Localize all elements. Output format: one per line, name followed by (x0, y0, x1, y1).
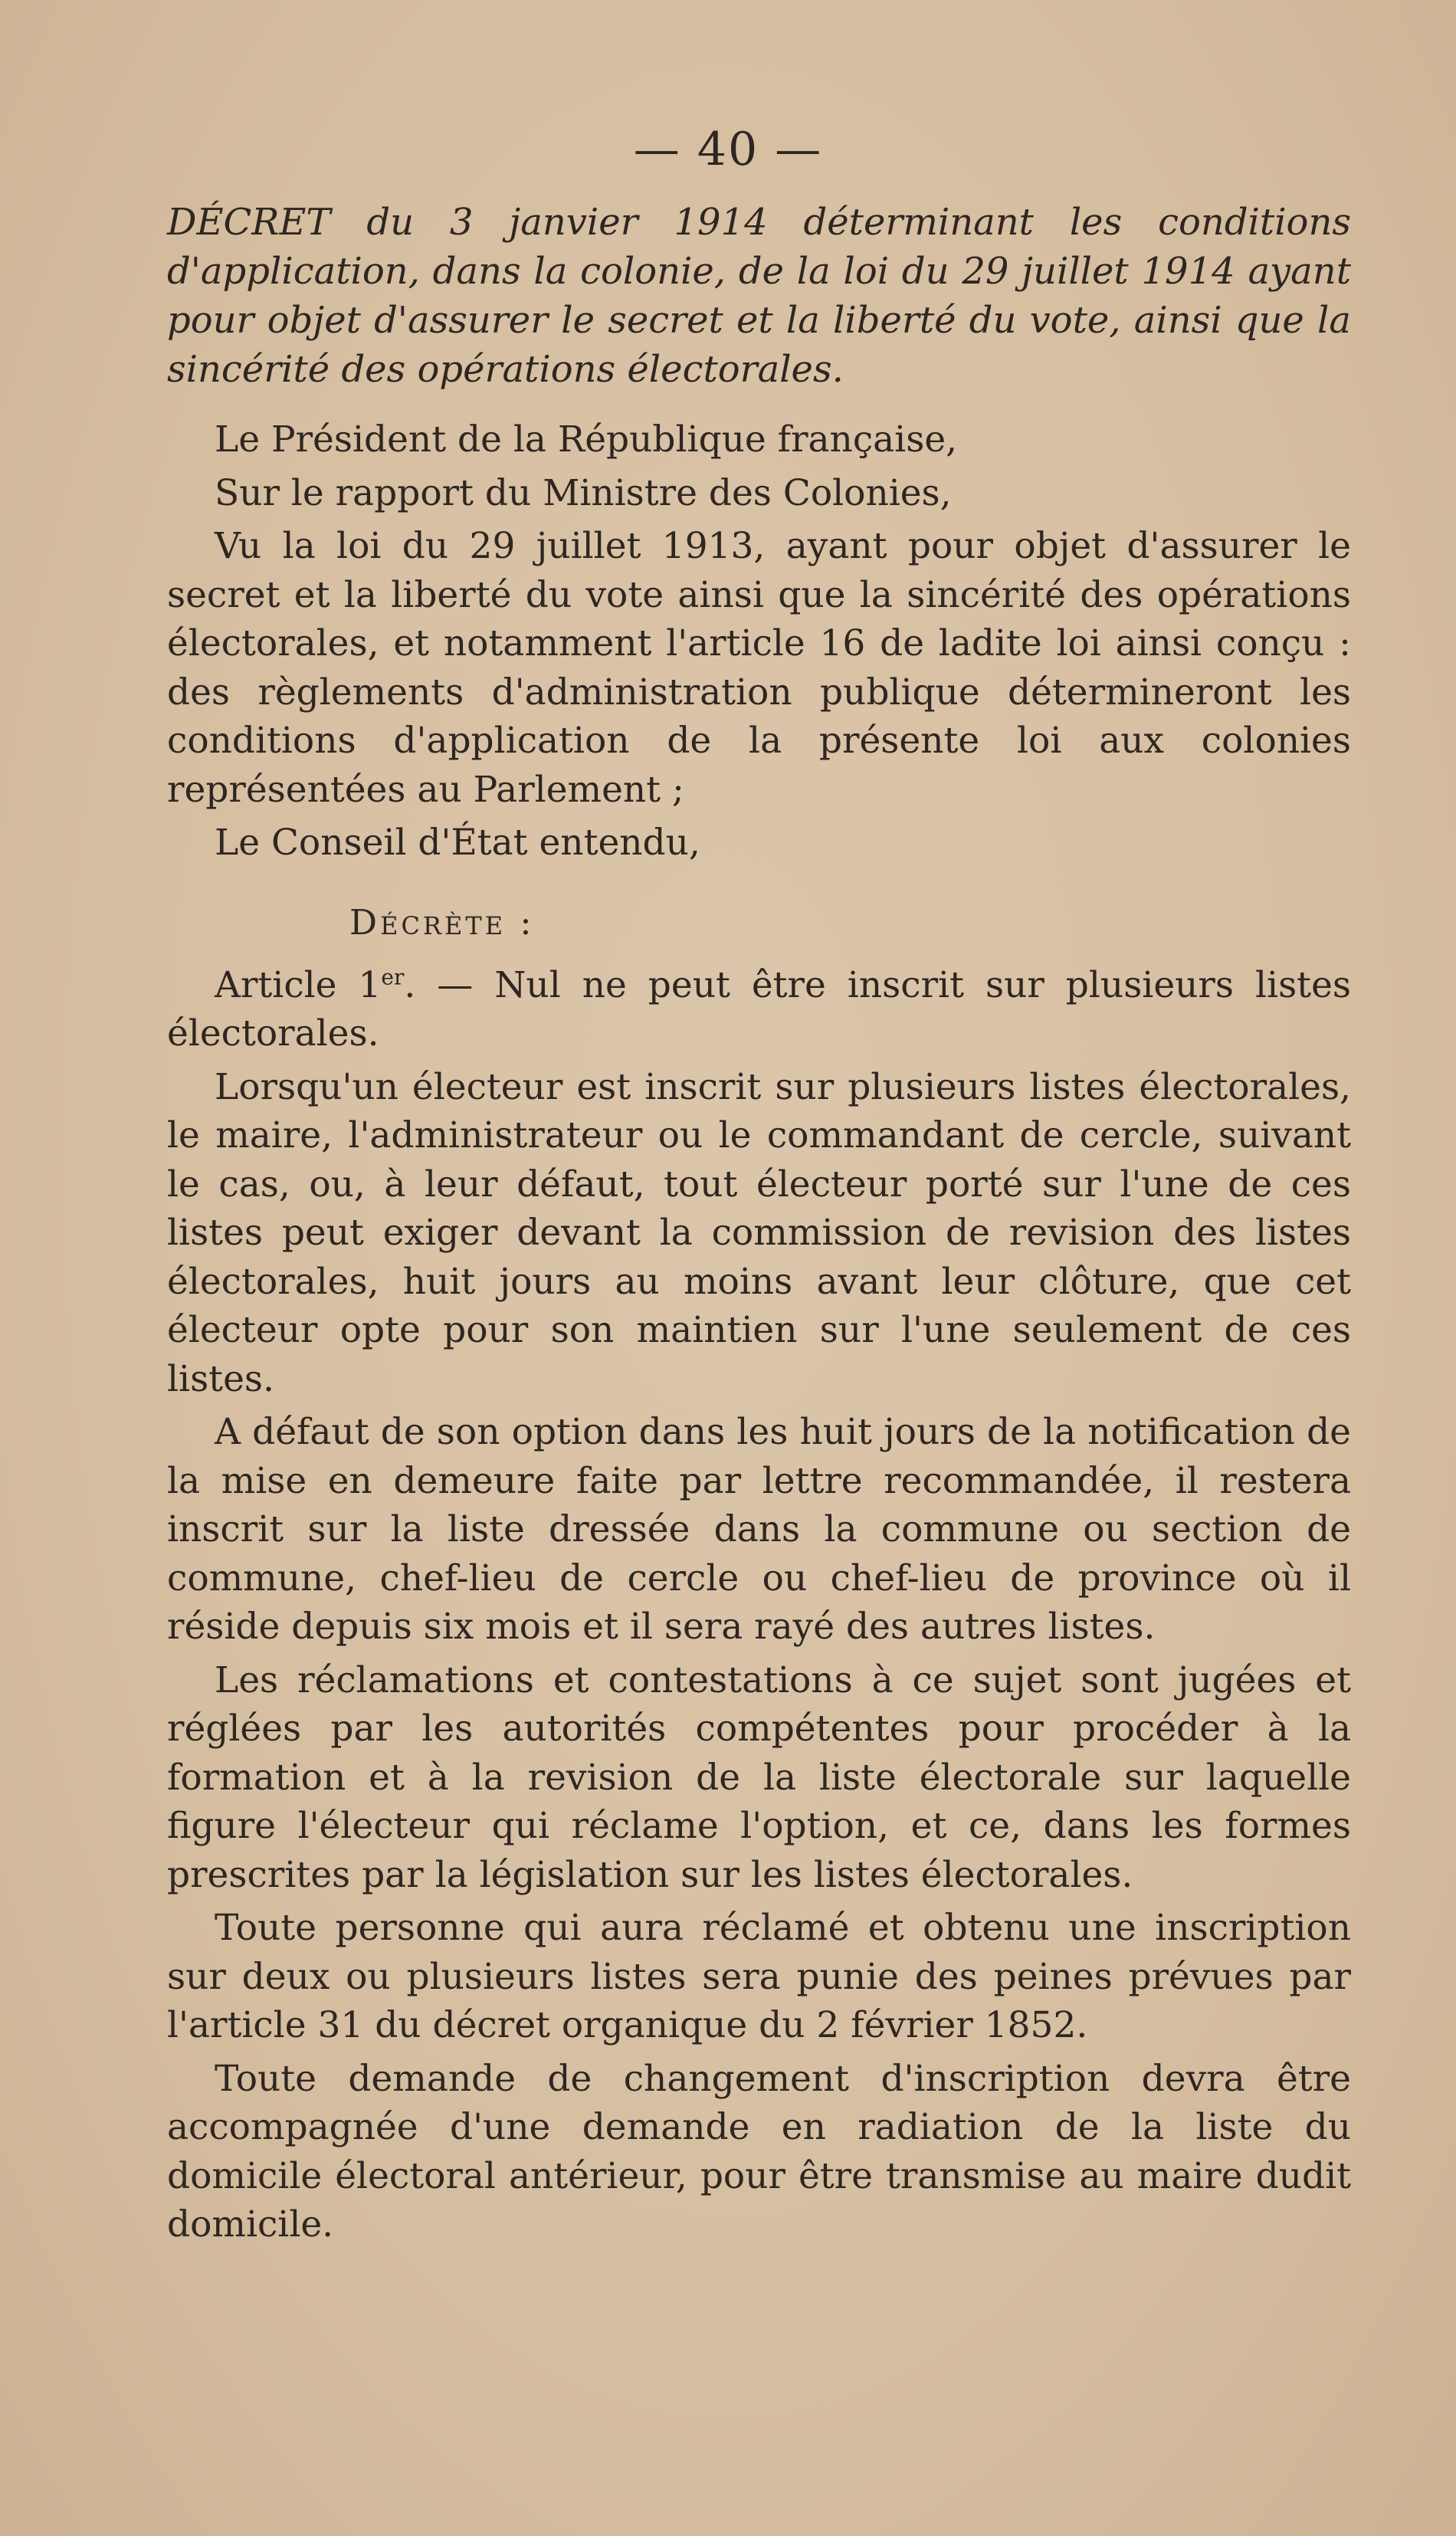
paragraph-default: A défaut de son option dans les huit jours de la notification de la mise en demeure faite par lettre recommandée, il restera inscrit sur la liste dressée dans la commune ou section de commune, chef-lieu de cercle ou chef-lieu de province où il réside depuis six mois et il sera rayé des autres listes. (167, 1411, 1351, 1648)
article-1-label-sup: er (381, 963, 405, 989)
page-number: — 40 — (633, 123, 823, 176)
preamble-council: Le Conseil d'État entendu, (215, 822, 700, 864)
decrete-heading: Décrète : (349, 901, 535, 943)
decree-title: DÉCRET du 3 janvier 1914 déterminant les conditions d'application, dans la colonie, de la loi du 29 juillet 1914 ayant pour objet d'assurer le secret et la liberté du vote, ainsi que la sincérité des opérations électorales. (167, 201, 1351, 391)
preamble-president: Le Président de la République française, (215, 418, 958, 461)
article-1-text: . — Nul ne peut être inscrit sur plusieurs listes électorales. (167, 963, 1352, 1055)
decree-text (167, 198, 1351, 2254)
paragraph-penalty: Toute personne qui aura réclamé et obtenu une inscription sur deux ou plusieurs listes sera punie des peines prévues par l'article 31 du décret organique du 2 février 1852. (167, 1907, 1351, 2046)
paragraph-change-request: Toute demande de changement d'inscription devra être accompagnée d'une demande en radiation de la liste du domicile électoral antérieur, pour être transmise au maire dudit domicile. (167, 2057, 1351, 2246)
paragraph-option: Lorsqu'un électeur est inscrit sur plusieurs listes électorales, le maire, l'administrateur ou le commandant de cercle, suivant le cas, ou, à leur défaut, tout électeur porté sur l'une de ces listes peut exiger devant la commission de revision des listes électorales, huit jours au moins avant leur clôture, que cet électeur opte pour son maintien sur l'une seulement de ces listes. (167, 1065, 1351, 1400)
article-1-label: Article 1 (215, 963, 382, 1006)
preamble-law-reference: Vu la loi du 29 juillet 1913, ayant pour objet d'assurer le secret et la liberté du vote ainsi que la sincérité des opérations électorales, et notamment l'article 16 de ladite loi ainsi conçu : des règlements d'administration publique détermineront les conditions d'application de la présente loi aux colonies représentées au Parlement ; (167, 525, 1351, 811)
article-1 (167, 961, 1351, 1058)
paragraph-claims: Les réclamations et contestations à ce sujet sont jugées et réglées par les autorités compétentes pour procéder à la formation et à la revision de la liste électorale sur laquelle figure l'électeur qui réclame l'option, et ce, dans les formes prescrites par la législation sur les listes électorales. (167, 1658, 1351, 1896)
preamble-report: Sur le rapport du Ministre des Colonies, (215, 471, 952, 514)
